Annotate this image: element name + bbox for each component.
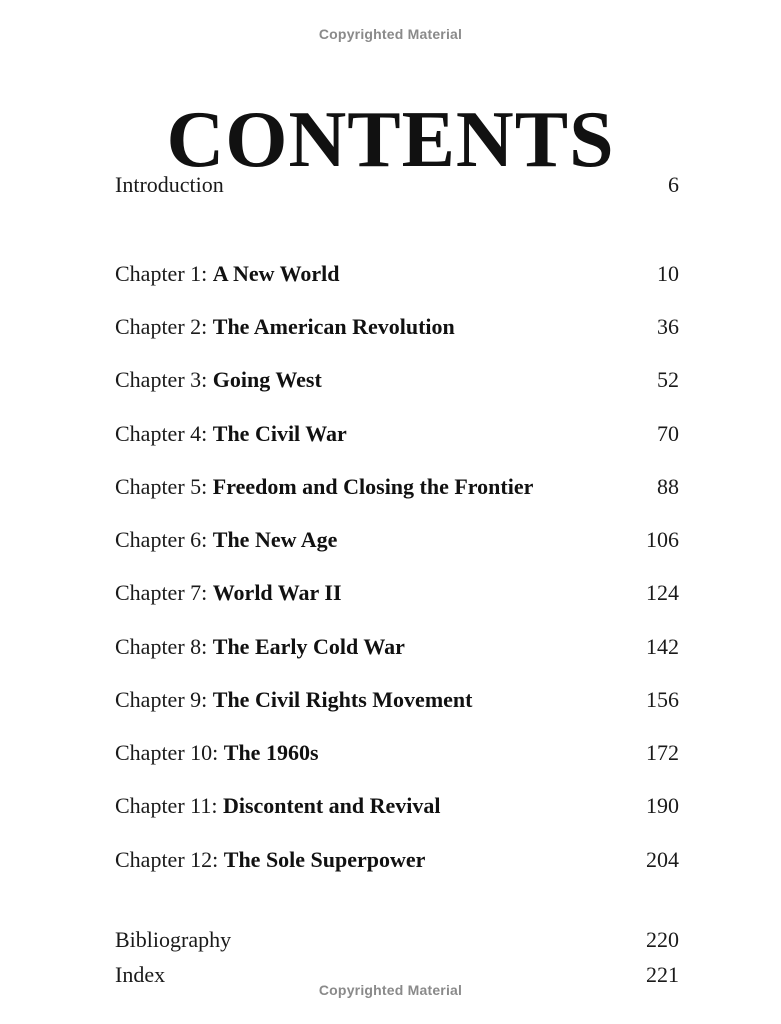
chapter-prefix: Chapter 9: xyxy=(115,687,208,712)
toc-entry-label: Index xyxy=(115,962,166,987)
toc-page-number: 6 xyxy=(668,172,679,197)
chapter-prefix: Chapter 6: xyxy=(115,527,208,552)
toc-page-number: 190 xyxy=(646,793,679,818)
toc-entry-chapter-7 xyxy=(115,578,679,608)
chapter-prefix: Chapter 11: xyxy=(115,793,218,818)
chapter-prefix: Chapter 4: xyxy=(115,421,208,446)
toc-page-number: 156 xyxy=(646,687,679,712)
toc-entry-title xyxy=(115,259,339,289)
chapter-name: Discontent and Revival xyxy=(222,793,441,818)
chapter-name: The Civil Rights Movement xyxy=(212,687,473,712)
page-title: CONTENTS xyxy=(166,95,615,184)
copyright-watermark-bottom: Copyrighted Material xyxy=(318,982,463,998)
toc-entry-chapter-6 xyxy=(115,525,679,555)
chapter-name: The Sole Superpower xyxy=(223,847,426,872)
chapter-prefix: Chapter 8: xyxy=(115,634,208,659)
chapter-name: The American Revolution xyxy=(212,314,455,339)
toc-entry-chapter-5 xyxy=(115,472,679,502)
toc-entry-title xyxy=(115,312,455,342)
chapter-prefix: Chapter 3: xyxy=(115,367,208,392)
toc-entry-chapter-1 xyxy=(115,259,679,289)
toc-page-number: 106 xyxy=(646,527,679,552)
toc-page-number: 124 xyxy=(646,580,679,605)
toc-page-number: 88 xyxy=(657,474,679,499)
toc-page-number: 204 xyxy=(646,847,679,872)
toc-entry-chapter-9 xyxy=(115,685,679,715)
chapter-prefix: Chapter 7: xyxy=(115,580,208,605)
chapter-prefix: Chapter 1: xyxy=(115,261,208,286)
chapter-name: The Civil War xyxy=(212,421,347,446)
toc-entry-title xyxy=(115,365,322,395)
chapter-name: Freedom and Closing the Frontier xyxy=(212,474,534,499)
toc-page-number: 221 xyxy=(646,962,679,987)
toc-entry-chapter-4 xyxy=(115,419,679,449)
chapter-name: A New World xyxy=(212,261,340,286)
toc-entry-title xyxy=(115,845,425,875)
toc-entry-title xyxy=(115,525,337,555)
toc-entry-bibliography xyxy=(115,925,679,955)
toc-entry-label: Introduction xyxy=(115,172,224,197)
chapter-prefix: Chapter 2: xyxy=(115,314,208,339)
chapter-name: The Early Cold War xyxy=(212,634,405,659)
toc-entry-title xyxy=(115,472,533,502)
chapter-prefix: Chapter 10: xyxy=(115,740,219,765)
toc-page-number: 220 xyxy=(646,927,679,952)
toc-page-number: 142 xyxy=(646,634,679,659)
toc-entry-chapter-12 xyxy=(115,845,679,875)
toc-entry-chapter-2 xyxy=(115,312,679,342)
toc-entry-title xyxy=(115,419,347,449)
toc-entry-chapter-10 xyxy=(115,738,679,768)
chapter-name: Going West xyxy=(212,367,322,392)
toc-entry-label: Bibliography xyxy=(115,927,232,952)
toc-entry-title xyxy=(115,632,405,662)
toc-page-number: 10 xyxy=(657,261,679,286)
toc-entry-chapter-8 xyxy=(115,632,679,662)
chapter-name: The New Age xyxy=(212,527,338,552)
toc-entry-title xyxy=(115,685,472,715)
toc-entry-title xyxy=(115,578,342,608)
toc-page-number: 52 xyxy=(657,367,679,392)
chapter-name: The 1960s xyxy=(223,740,319,765)
chapter-prefix: Chapter 5: xyxy=(115,474,208,499)
toc-entry-introduction xyxy=(115,170,679,200)
toc-entry-chapter-3 xyxy=(115,365,679,395)
toc-entry-title xyxy=(115,738,319,768)
toc-entry-chapter-11 xyxy=(115,791,679,821)
copyright-watermark-top: Copyrighted Material xyxy=(318,26,463,42)
toc-page-number: 70 xyxy=(657,421,679,446)
toc-page-number: 36 xyxy=(657,314,679,339)
chapter-name: World War II xyxy=(212,580,342,605)
chapter-prefix: Chapter 12: xyxy=(115,847,219,872)
toc-entry-title xyxy=(115,791,441,821)
toc-page-number: 172 xyxy=(646,740,679,765)
